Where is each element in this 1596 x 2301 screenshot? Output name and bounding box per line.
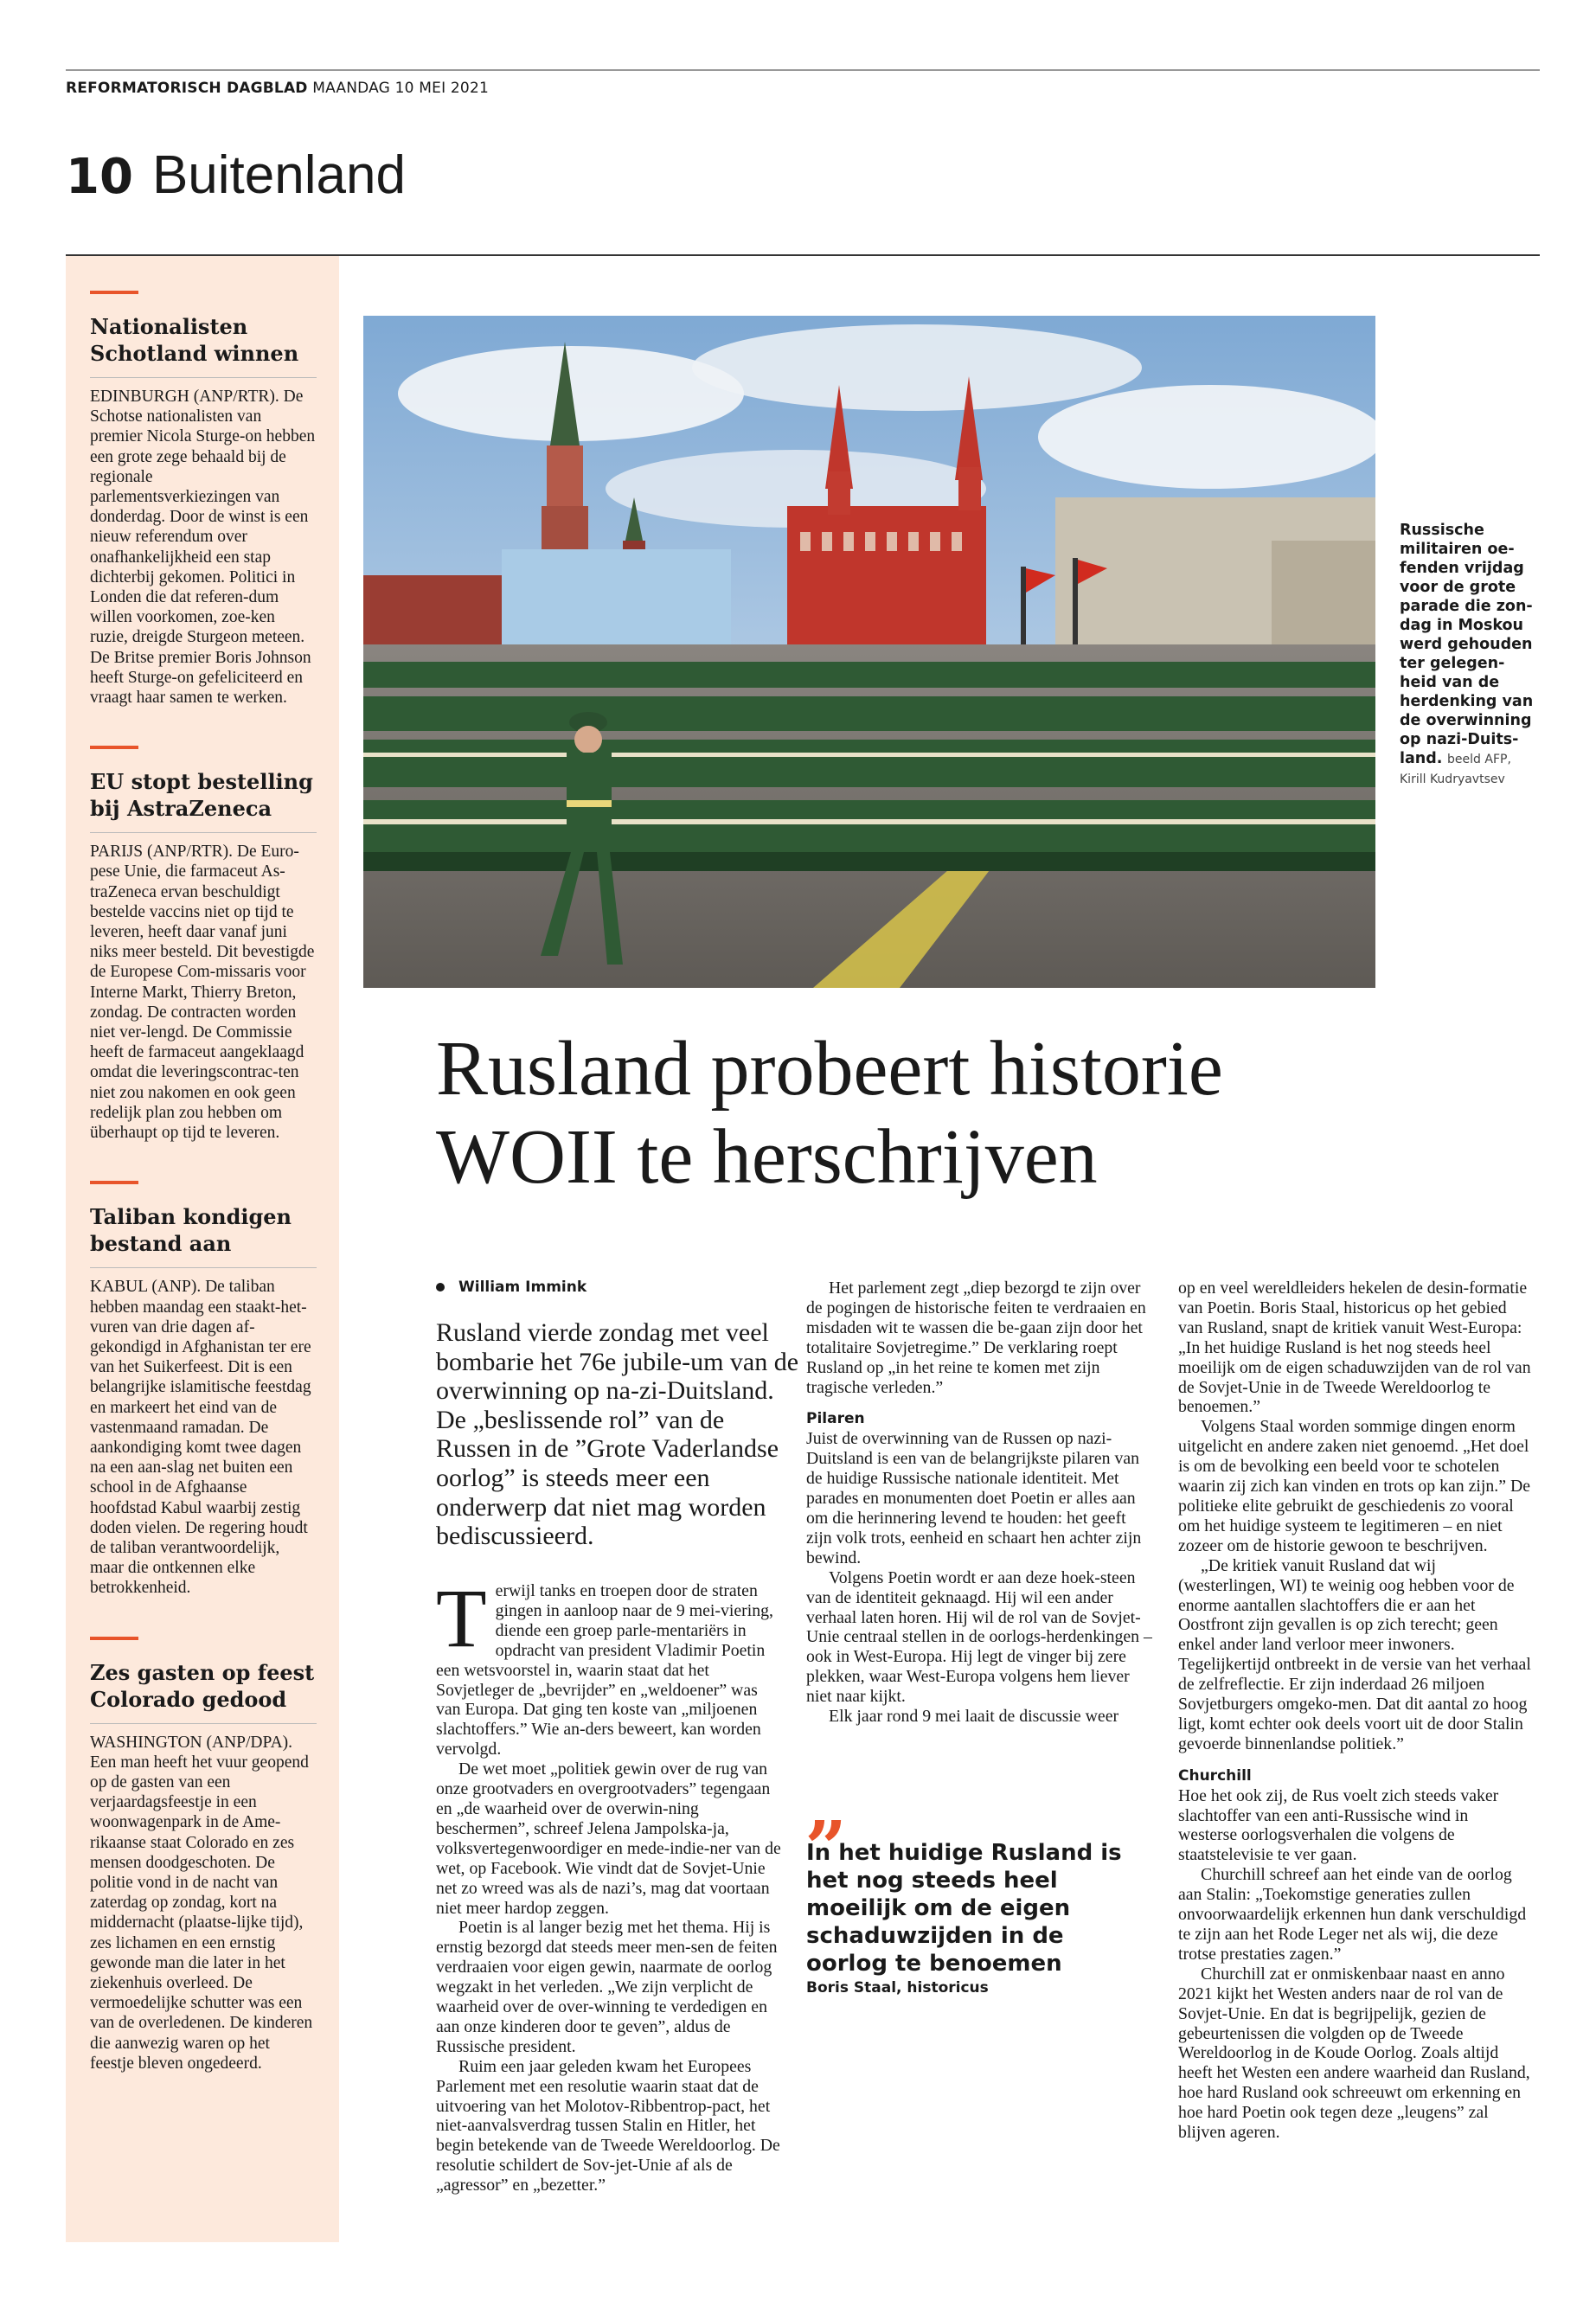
body-paragraph: Churchill schreef aan het einde van de oorlog aan Stalin: „Toekomstige generaties zullen onvoorwaardelijk erkennen hun dank verschuldigd te zijn aan het Rode Leger net als wij, die deze trotse prestaties zagen.” bbox=[1178, 1865, 1527, 1964]
masthead-rule bbox=[66, 69, 1540, 71]
brief-divider bbox=[90, 832, 317, 833]
brief-text: WASHINGTON (ANP/DPA). Een man heeft het vuur geopend op de gasten van een verjaardagsfeestje in een woonwagenpark in de Ame-rikaanse staat Colorado en zes mensen doodgeschoten. De politie vond in de nacht van zaterdag op zondag, kort na middernacht (plaatse-lijke tijd), zes lichamen en een ernstig gewonde man die later in het ziekenhuis overleed. De vermoedelijke schutter was een van de overledenen. De kinderen die aanwezig waren op het feestje bleven ongedeerd. bbox=[90, 1733, 313, 2073]
body-paragraph: Het parlement zegt „diep bezorgd te zijn over de pogingen de historische feiten te verdraaien en misdaden wit te wassen die be-gaan zijn door het totalitaire Sovjetregime.” De verklaring roept Rusland op „in het reine te komen met zijn tragische verleden.” bbox=[806, 1279, 1146, 1397]
parade-photo bbox=[363, 316, 1375, 988]
brief-divider bbox=[90, 1723, 317, 1724]
brief-title: Taliban kondigen bestand aan bbox=[90, 1204, 292, 1257]
brief-text: EDINBURGH (ANP/RTR). De Schotse nationalisten van premier Nicola Sturge-on hebben een grote zege behaald bij de regionale parlementsverkiezingen van donderdag. Door de winst is een nieuw referendum over onafhankelijkheid een stap dichterbij gekomen. Politici in Londen die dat referen-dum willen voorkomen, zoe-ken ruzie, dreigde Sturgeon meteen. De Britse premier Boris Johnson heeft Sturge-on gefeliciteerd en vraagt haar samen te werken. bbox=[90, 388, 316, 708]
pull-quote bbox=[806, 1763, 1152, 1997]
quote-text: In het huidige Rusland is het nog steeds heel moeilijk om de eigen schaduwzijden in de oorlog te benoemen bbox=[806, 1840, 1122, 1977]
accent-bar bbox=[90, 1181, 138, 1184]
article-column-1 bbox=[436, 1572, 784, 2195]
news-briefs-sidebar bbox=[66, 256, 339, 2242]
brief-text: PARIJS (ANP/RTR). De Euro-pese Unie, die farmaceut As-traZeneca ervan beschuldigt bestelde vaccins niet op tijd te leveren, heeft daar vanaf juni niks meer besteld. Dit bevestigde de Europese Com-missaris voor Interne Markt, Thierry Breton, zondag. De contracten worden niet ver-lengd. De Commissie heeft de farmaceut aangeklaagd omdat die leveringscontrac-ten niet zou nakomen en ook geen redelijk plan zou hebben om überhaupt op tijd te leveren. bbox=[90, 843, 315, 1143]
headline-line-1: Rusland probeert historie bbox=[436, 1026, 1223, 1112]
body-paragraph: Churchill zat er onmiskenbaar naast en anno 2021 kijkt het Westen anders naar de rol van de Sovjet-Unie. En dat is begrijpelijk, gezien de gebeurtenissen die volgden op de Tweede Wereldoorlog in de Koude Oorlog. Zoals altijd heeft het Westen een andere waarheid dan Rusland, hoe hard Rusland ook schreeuwt om erkenning en hoe hard Poetin ook tegen deze „leugens” zal blijven ageren. bbox=[1178, 1964, 1530, 2143]
brief-item bbox=[90, 291, 317, 708]
article-column-3 bbox=[1178, 1279, 1531, 2143]
quote-mark-icon: „ bbox=[806, 1763, 849, 1849]
body-paragraph: op en veel wereldleiders hekelen de desin-formatie van Poetin. Boris Staal, historicus op het gebied van Rusland, snapt de kritiek vanuit West-Europa: „In het huidige Rusland is het nog steeds heel moeilijk om de eigen schaduwzijden van de rol van de Sovjet-Unie in de Tweede Wereldoorlog te benoemen.” bbox=[1178, 1279, 1531, 1417]
issue-date: MAANDAG 10 MEI 2021 bbox=[312, 80, 489, 97]
caption-text: Russische militairen oe-fenden vrijdag voor de grote parade die zon-dag in Moskou werd gehouden ter gelegen-heid van de herdenking van de overwinning op nazi-Duits-land. bbox=[1400, 522, 1534, 767]
section-name: Buitenland bbox=[151, 145, 406, 205]
photo-caption bbox=[1400, 521, 1538, 789]
brief-divider bbox=[90, 1267, 317, 1268]
body-paragraph: erwijl tanks en troepen door de straten gingen in aanloop naar de 9 mei-viering, diende een groep parle-mentariërs in opdracht van president Vladimir Poetin een wetsvoorstel in, waarin staat dat het Sovjetleger de „bevrijder” en „weldoener” was van Europa. Dat ging ten koste van „miljoenen slachtoffers.” Wie an-ders beweert, kan worden vervolgd. bbox=[436, 1581, 773, 1759]
body-paragraph: Hoe het ook zij, de Rus voelt zich steeds vaker slachtoffer van een anti-Russische wind in westerse oorlogsverhalen die volgens de staatstelevisie te ver gaan. bbox=[1178, 1785, 1499, 1865]
paper-name: REFORMATORISCH DAGBLAD bbox=[66, 80, 308, 97]
brief-text: KABUL (ANP). De taliban hebben maandag een staakt-het-vuren van drie dagen af-gekondigd in Afghanistan ter ere van het Suikerfeest. Dit is een belangrijke islamitische feestdag en markeert het eind van de vastenmaand ramadan. De aankondiging komt twee dagen na een aan-slag net buiten een school in de Afghaanse hoofdstad Kabul waarbij zestig doden vielen. De regering houdt de taliban verantwoordelijk, maar die ontkennen elke betrokkenheid. bbox=[90, 1278, 311, 1598]
author-name: William Immink bbox=[458, 1279, 587, 1296]
photo-credit: beeld AFP, Kirill Kudryavtsev bbox=[1400, 753, 1511, 786]
body-paragraph: Volgens Poetin wordt er aan deze hoek-steen van de identiteit geknaagd. Hij wil een ander verhaal laten horen. Hij wil de rol van de Sovjet-Unie centraal stellen in de oorlogs-herdenkingen – ook in West-Europa. Hij legt de vinger bij zere plekken, waar West-Europa volgens hem liever niet naar kijkt. bbox=[806, 1567, 1152, 1707]
brief-item bbox=[90, 746, 317, 1143]
bullet-icon bbox=[436, 1283, 445, 1292]
brief-title: Nationalisten Schotland winnen bbox=[90, 314, 299, 366]
brief-item bbox=[90, 1181, 317, 1598]
brief-title: Zes gasten op feest Colorado gedood bbox=[90, 1659, 315, 1712]
article-intro: Rusland vierde zondag met veel bombarie het 76e jubile-um van de overwinning op na-zi-Duitsland. De „beslissende rol” van de Russen in de ”Grote Vaderlandse oorlog” is steeds meer een onderwerp dat niet mag worden bediscussieerd. bbox=[436, 1318, 799, 1551]
section-header bbox=[66, 145, 406, 208]
body-paragraph: Volgens Staal worden sommige dingen enorm uitgelicht en andere zaken niet genoemd. „Het doel is om de bevolking een beeld voor te schotelen waarin zij zich kan vinden en trots op kan zijn.” De politieke elite gebruikt de geschiedenis zo vooral om het huidige systeem te legitimeren – en niet zozeer om de historie gewoon te beschrijven. bbox=[1178, 1417, 1531, 1555]
subheading: Churchill bbox=[1178, 1766, 1252, 1785]
brief-divider bbox=[90, 377, 317, 378]
accent-bar bbox=[90, 746, 138, 749]
body-paragraph: „De kritiek vanuit Rusland dat wij (westerlingen, WI) te weinig oog hebben voor de enorme aantallen slachtoffers die er aan het Oostfront zijn gevallen is op zich terecht; geen enkel ander land verloor meer inwoners. Tegelijkertijd ontbreekt in de versie van het verhaal de zelfreflectie. Er zijn inderdaad 26 miljoen Sovjetburgers omgeko-men. Dat dit aantal zo hoog ligt, komt echter ook deels voort uit de door Stalin gevoerde binnenlandse politiek.” bbox=[1178, 1555, 1531, 1753]
drop-cap: T bbox=[436, 1572, 487, 1664]
headline-line-2: WOII te herschrijven bbox=[436, 1114, 1098, 1200]
masthead bbox=[66, 80, 489, 97]
accent-bar bbox=[90, 291, 138, 294]
brief-item bbox=[90, 1637, 317, 2073]
byline bbox=[436, 1279, 586, 1296]
body-paragraph: Ruim een jaar geleden kwam het Europees Parlement met een resolutie waarin staat dat de uitvoering van het Molotov-Ribbentrop-pact, het niet-aanvalsverdrag tussen Stalin en Hitler, het begin betekende van de Tweede Wereldoorlog. De resolutie schildert de Sov-jet-Unie af als de „agressor” en „bezetter.” bbox=[436, 2056, 780, 2195]
quote-source: Boris Staal, historicus bbox=[806, 1979, 989, 1997]
subheading: Pilaren bbox=[806, 1410, 865, 1428]
body-paragraph: Elk jaar rond 9 mei laait de discussie weer bbox=[829, 1707, 1119, 1727]
body-paragraph: Juist de overwinning van de Russen op nazi-Duitsland is een van de belangrijkste pilaren van de huidige Russische nationale identiteit. Met parades en monumenten doet Poetin er alles aan om die herinnering levend te houden: het geeft zijn volk trots, eenheid en schaart hen achter zijn bewind. bbox=[806, 1429, 1142, 1567]
brief-title: EU stopt bestelling bij AstraZeneca bbox=[90, 769, 313, 822]
page-number: 10 bbox=[66, 149, 133, 205]
parade-illustration bbox=[363, 316, 1375, 988]
body-paragraph: Poetin is al langer bezig met het thema. Hij is ernstig bezorgd dat steeds meer men-sen de feiten verdraaien voor eigen gewin, naarmate de oorlog wegzakt in het verleden. „We zijn verplicht de waarheid over de over-winning te verdedigen en aan onze kinderen door te geven”, aldus de Russische president. bbox=[436, 1918, 778, 2056]
article-column-2 bbox=[806, 1279, 1152, 1727]
body-paragraph: De wet moet „politiek gewin over de rug van onze grootvaders en overgrootvaders” tegengaan en „de waarheid over de overwin-ning beschermen”, schreef Jelena Jampolska-ja, volksvertegenwoordiger en mede-indie-ner van de wet, op Facebook. Wie vindt dat de Sovjet-Unie net zo wreed was als de nazi’s, mag dat voortaan niet meer hardop zeggen. bbox=[436, 1759, 781, 1918]
article-headline bbox=[436, 1025, 1543, 1202]
accent-bar bbox=[90, 1637, 138, 1640]
